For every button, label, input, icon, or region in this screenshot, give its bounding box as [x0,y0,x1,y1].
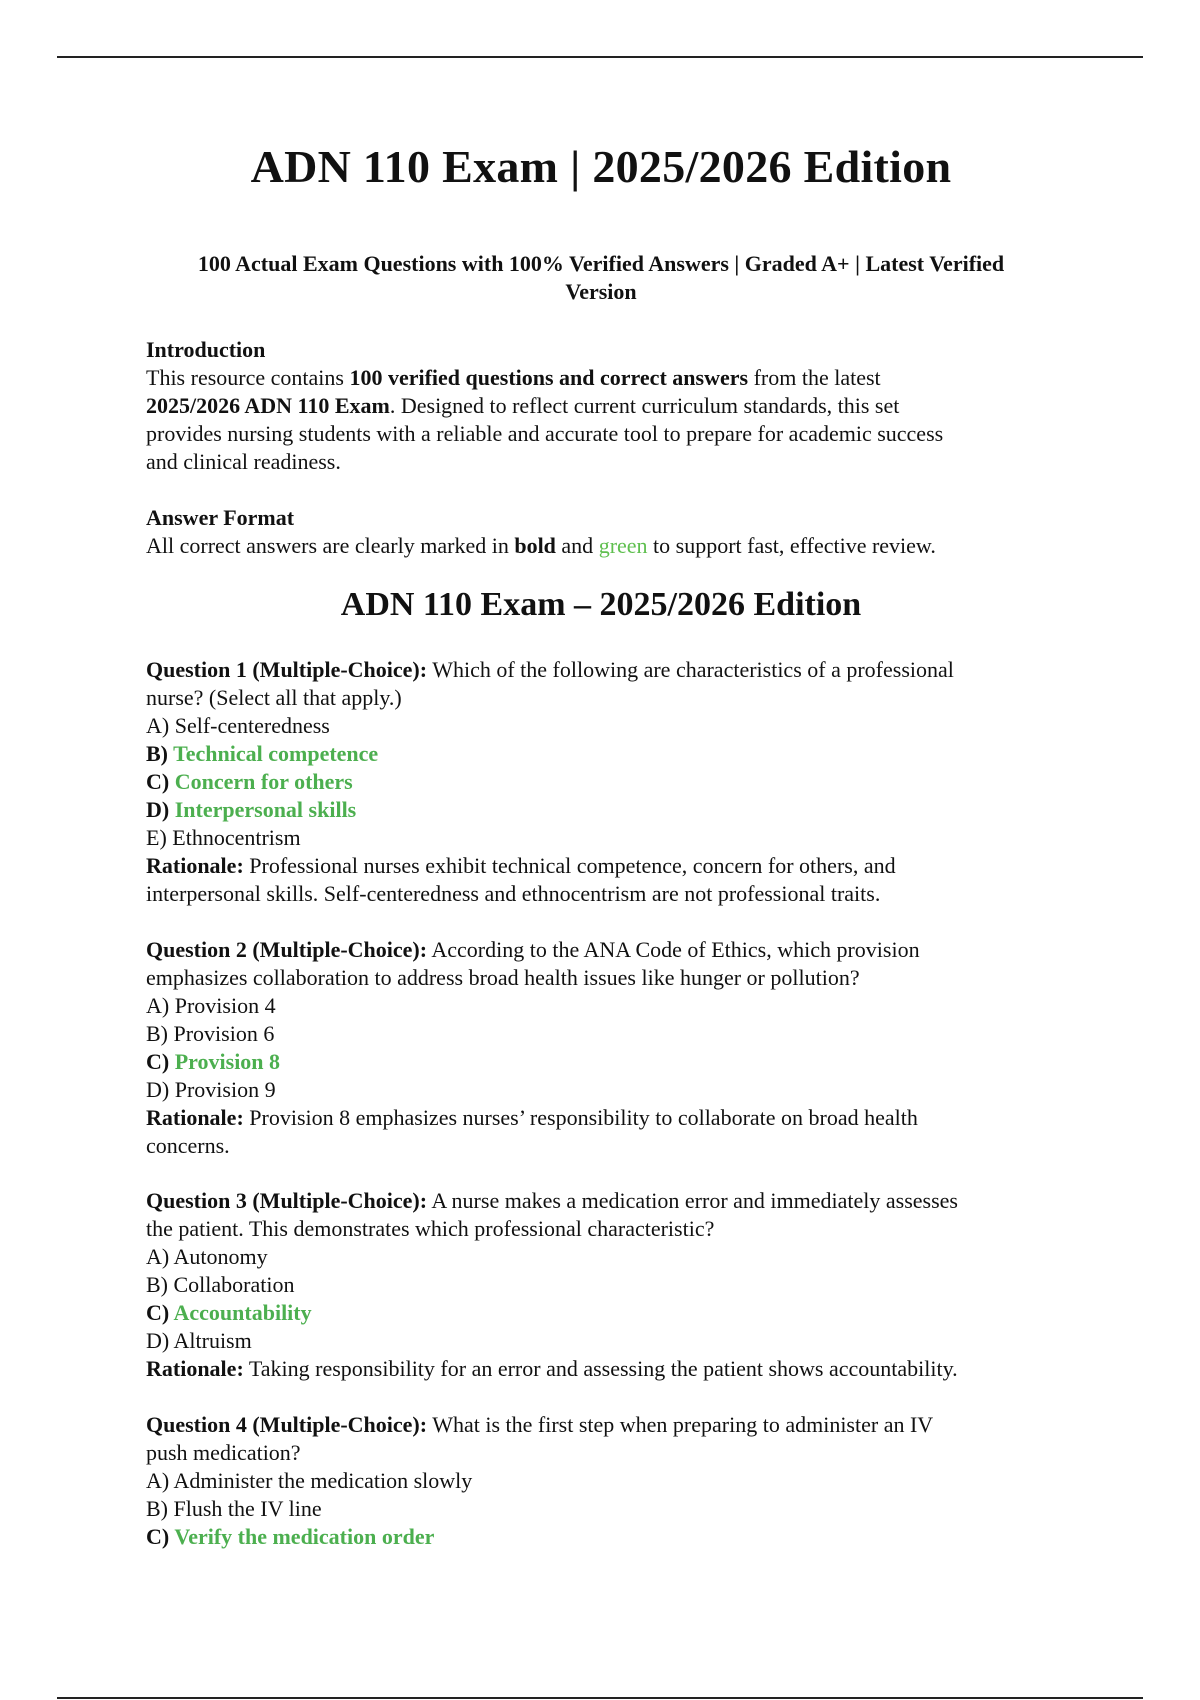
question-text: Question 3 (Multiple-Choice): A nurse makes a medication error and immediately assesses [146,1188,958,1213]
introduction-heading: Introduction [146,337,266,362]
subtitle-line: Version [565,279,637,304]
answer-option: A) Self-centeredness [146,713,330,738]
question-text: Question 1 (Multiple-Choice): Which of the following are characteristics of a professional [146,657,954,682]
answer-option: A) Provision 4 [146,993,276,1018]
answer-option: A) Administer the medication slowly [146,1468,473,1493]
question-block [146,1411,1056,1551]
answer-format-line: All correct answers are clearly marked in bold and green to support fast, effective review. [146,533,936,558]
answer-option-correct: C) Verify the medication order [146,1524,435,1549]
answer-option: D) Altruism [146,1328,252,1353]
question-text: emphasizes collaboration to address broad health issues like hunger or pollution? [146,965,860,990]
question-text: push medication? [146,1440,301,1465]
answer-option-correct: C) Concern for others [146,769,353,794]
question-block [146,1187,1056,1383]
question-text: Question 2 (Multiple-Choice): According to the ANA Code of Ethics, which provision [146,937,920,962]
introduction-line: and clinical readiness. [146,449,341,474]
introduction-line: 2025/2026 ADN 110 Exam. Designed to reflect current curriculum standards, this set [146,393,900,418]
rationale: Rationale: Provision 8 emphasizes nurses’ responsibility to collaborate on broad health [146,1105,918,1130]
rationale: concerns. [146,1133,230,1158]
answer-option: B) Flush the IV line [146,1496,322,1521]
answer-option: B) Collaboration [146,1272,295,1297]
section-title: ADN 110 Exam – 2025/2026 Edition [340,586,862,623]
introduction-line: provides nursing students with a reliable and accurate tool to prepare for academic success [146,421,944,446]
rationale: Rationale: Professional nurses exhibit technical competence, concern for others, and [146,853,896,878]
introduction-section [146,336,1056,476]
bottom-rule [57,1697,1143,1699]
question-text: nurse? (Select all that apply.) [146,685,402,710]
answer-option: A) Autonomy [146,1244,268,1269]
top-rule [57,56,1143,58]
answer-format-heading: Answer Format [146,505,295,530]
rationale: Rationale: Taking responsibility for an error and assessing the patient shows accountability. [146,1356,958,1381]
document-subtitle [146,250,1056,306]
document-title: ADN 110 Exam | 2025/2026 Edition [250,141,952,192]
answer-option-correct: B) Technical competence [146,741,379,766]
question-text: Question 4 (Multiple-Choice): What is the first step when preparing to administer an IV [146,1412,934,1437]
answer-format-section [146,504,1056,560]
question-block [146,936,1056,1160]
answer-option-correct: D) Interpersonal skills [146,797,357,822]
introduction-line: This resource contains 100 verified questions and correct answers from the latest [146,365,881,390]
question-block [146,656,1056,908]
answer-option: E) Ethnocentrism [146,825,301,850]
answer-option-correct: C) Provision 8 [146,1049,281,1074]
question-text: the patient. This demonstrates which professional characteristic? [146,1216,715,1241]
answer-option: B) Provision 6 [146,1021,275,1046]
rationale: interpersonal skills. Self-centeredness and ethnocentrism are not professional traits. [146,881,881,906]
answer-option-correct: C) Accountability [146,1300,312,1325]
subtitle-line: 100 Actual Exam Questions with 100% Verified Answers | Graded A+ | Latest Verified [197,251,1005,276]
answer-option: D) Provision 9 [146,1077,276,1102]
